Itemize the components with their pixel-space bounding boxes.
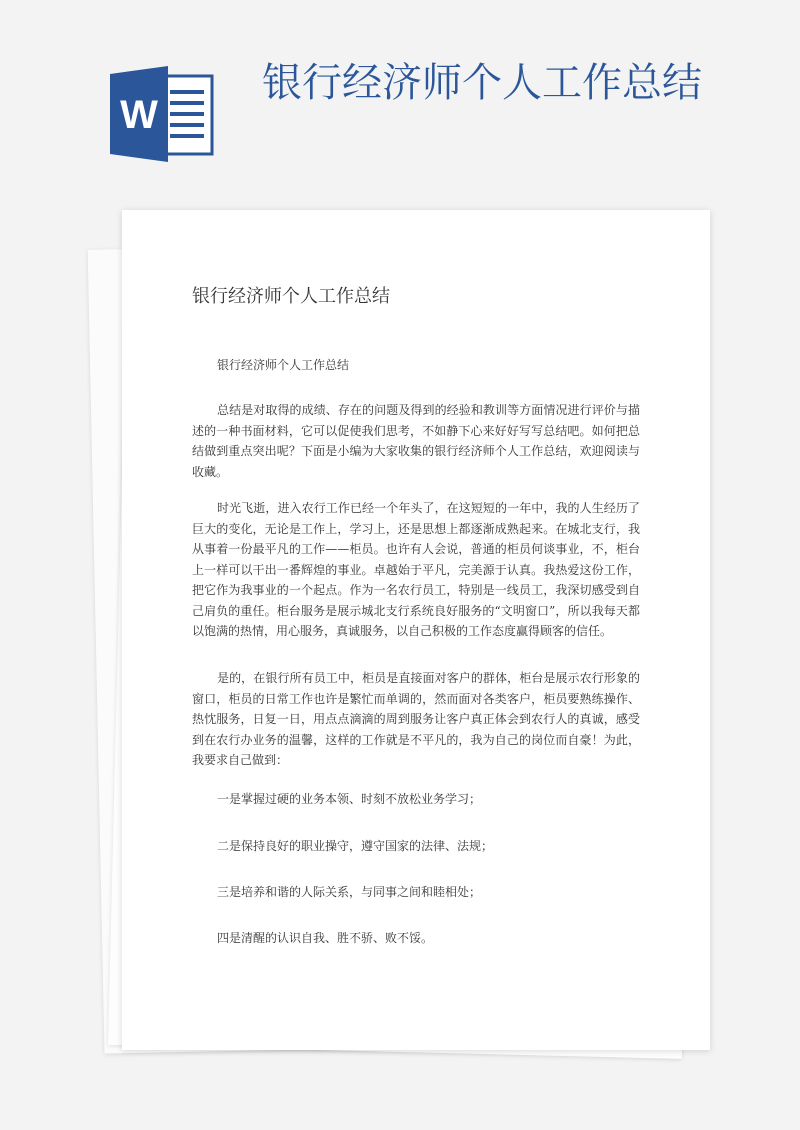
paragraph-experience: 时光飞逝，进入农行工作已经一个年头了，在这短短的一年中，我的人生经历了巨大的变化，无论是工作上，学习上，还是思想上都逐渐成熟起来。在城北支行，我从事着一份最平凡的工作——柜员。也许有人会说，普通的柜员何谈事业，不，柜台上一样可以干出一番辉煌的事业。卓越始于平凡，完美源于认真。我热爱这份工作，把它作为我事业的一个起点。作为一名农行员工，特别是一线员工，我深切感受到自己肩负的重任。柜台服务是展示城北支行系统良好服务的“文明窗口”，所以我每天都以饱满的热情，用心服务，真诚服务，以自己积极的工作态度赢得顾客的信任。 — [192, 501, 640, 638]
paragraph-intro: 总结是对取得的成绩、存在的问题及得到的经验和教训等方面情况进行评价与描述的一种书面材料，它可以促使我们思考，不如静下心来好好写写总结吧。如何把总结做到重点突出呢？下面是小编为大家收集的银行经济师个人工作总结，欢迎阅读与收藏。 — [192, 403, 640, 479]
document-subtitle: 银行经济师个人工作总结 — [217, 358, 350, 372]
paragraph-role: 是的，在银行所有员工中，柜员是直接面对客户的群体，柜台是展示农行形象的窗口，柜员的日常工作也许是繁忙而单调的，然而面对各类客户，柜员要熟练操作、热忱服务，日复一日，用点点滴滴的周到服务让客户真正体会到农行人的真诚，感受到在农行办业务的温馨，这样的工作就是不平凡的，我为自己的岗位而自豪！为此，我要求自己做到： — [192, 671, 640, 767]
document-page — [122, 210, 710, 1050]
document-title: 银行经济师个人工作总结 — [192, 286, 390, 307]
list-item: 一是掌握过硬的业务本领、时刻不放松业务学习； — [217, 792, 482, 806]
header-title: 银行经济师个人工作总结 — [262, 60, 702, 106]
list-item: 三是培养和谐的人际关系，与同事之间和睦相处； — [217, 885, 482, 899]
word-logo-letter: W — [120, 93, 158, 137]
list-item: 四是清醒的认识自我、胜不骄、败不馁。 — [217, 931, 434, 945]
word-icon — [110, 66, 216, 162]
list-item: 二是保持良好的职业操守，遵守国家的法律、法规； — [217, 839, 494, 853]
